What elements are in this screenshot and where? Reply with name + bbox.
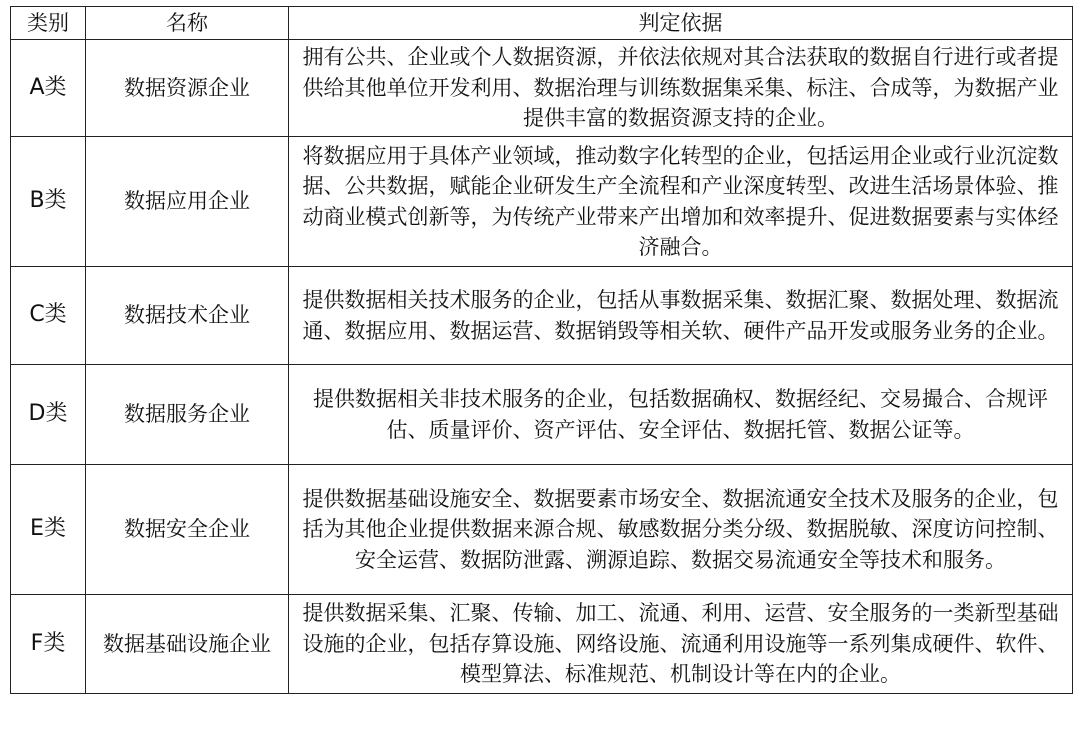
table-row (11, 595, 1073, 694)
row-category: B类 (11, 137, 86, 267)
row-basis: 提供数据基础设施安全、数据要素市场安全、数据流通安全技术及服务的企业，包括为其他企业提供数据来源合规、敏感数据分类分级、数据脱敏、深度访问控制、安全运营、数据防泄露、溯源追踪、数据交易流通安全等技术和服务。 (289, 465, 1073, 595)
row-name: 数据基础设施企业 (86, 595, 289, 694)
row-basis: 提供数据相关技术服务的企业，包括从事数据采集、数据汇聚、数据处理、数据流通、数据应用、数据运营、数据销毁等相关软、硬件产品开发或服务业务的企业。 (289, 267, 1073, 365)
row-basis: 将数据应用于具体产业领域，推动数字化转型的企业，包括运用企业或行业沉淀数据、公共数据，赋能企业研发生产全流程和产业深度转型、改进生活场景体验、推动商业模式创新等，为传统产业带来产出增加和效率提升、促进数据要素与实体经济融合。 (289, 137, 1073, 267)
table-row (11, 365, 1073, 465)
row-category: F类 (11, 595, 86, 694)
row-category: C类 (11, 267, 86, 365)
row-basis: 拥有公共、企业或个人数据资源，并依法依规对其合法获取的数据自行进行或者提供给其他单位开发利用、数据治理与训练数据集采集、标注、合成等，为数据产业提供丰富的数据资源支持的企业。 (289, 40, 1073, 137)
header-basis: 判定依据 (289, 7, 1073, 40)
header-name: 名称 (86, 7, 289, 40)
row-name: 数据技术企业 (86, 267, 289, 365)
row-name: 数据应用企业 (86, 137, 289, 267)
row-basis: 提供数据采集、汇聚、传输、加工、流通、利用、运营、安全服务的一类新型基础设施的企业，包括存算设施、网络设施、流通利用设施等一系列集成硬件、软件、模型算法、标准规范、机制设计等在内的企业。 (289, 595, 1073, 694)
row-category: A类 (11, 40, 86, 137)
row-category: D类 (11, 365, 86, 465)
row-basis: 提供数据相关非技术服务的企业，包括数据确权、数据经纪、交易撮合、合规评估、质量评价、资产评估、安全评估、数据托管、数据公证等。 (289, 365, 1073, 465)
row-category: E类 (11, 465, 86, 595)
row-name: 数据资源企业 (86, 40, 289, 137)
table-header-row (11, 7, 1073, 40)
row-name: 数据服务企业 (86, 365, 289, 465)
header-category: 类别 (11, 7, 86, 40)
enterprise-classification-table (10, 6, 1073, 694)
row-name: 数据安全企业 (86, 465, 289, 595)
table-row (11, 267, 1073, 365)
table-row (11, 137, 1073, 267)
table-row (11, 40, 1073, 137)
table-row (11, 465, 1073, 595)
